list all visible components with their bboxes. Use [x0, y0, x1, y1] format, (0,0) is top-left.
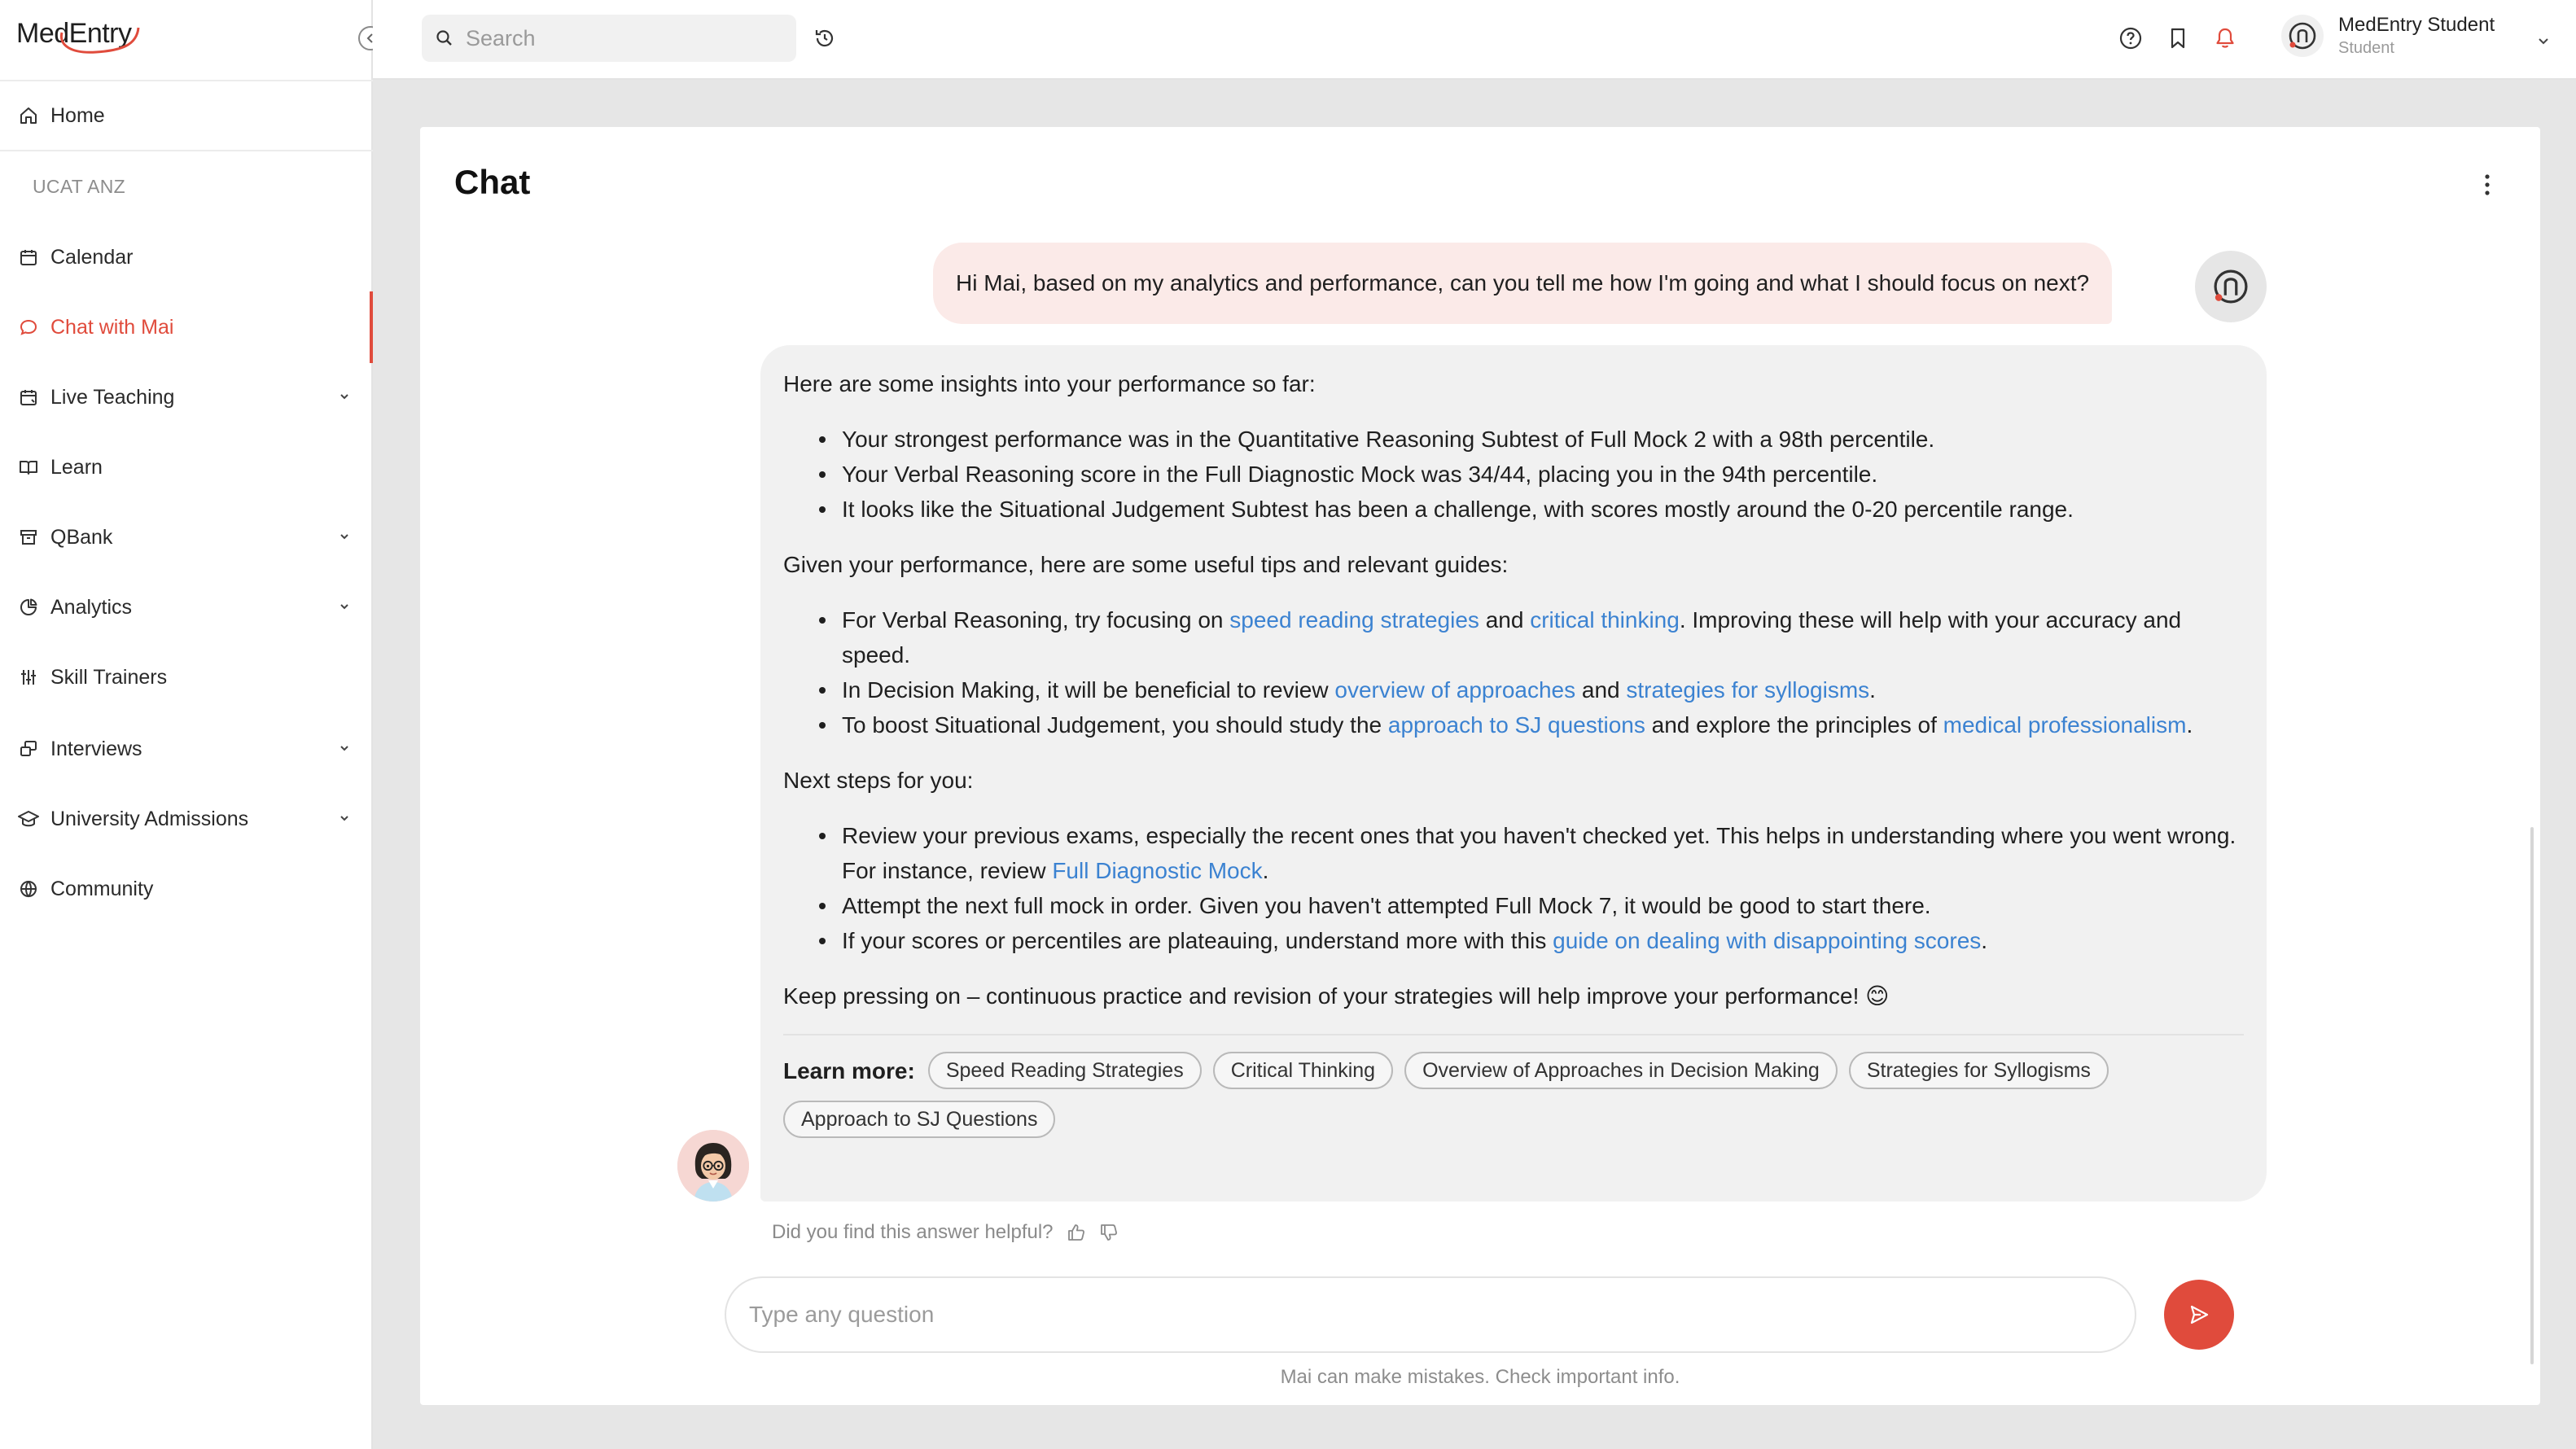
link-disappointing-scores-guide[interactable]: guide on dealing with disappointing scores [1553, 928, 1982, 953]
chat-panel [420, 127, 2540, 1405]
chevron-down-icon[interactable] [2535, 33, 2552, 49]
sidebar-item-community[interactable] [0, 865, 371, 913]
sidebar-item-label: Home [50, 103, 105, 127]
sidebar-item-live-teaching[interactable] [0, 373, 371, 422]
help-icon[interactable] [2118, 26, 2143, 50]
sidebar-item-label: Calendar [50, 245, 134, 269]
sidebar-section-label: UCAT ANZ [33, 176, 126, 197]
mai-character-icon [677, 1130, 749, 1202]
list-text: and explore the principles of [1645, 712, 1943, 738]
list-item [819, 602, 2244, 672]
book-icon [18, 457, 39, 478]
learn-more-chip[interactable]: Overview of Approaches in Decision Making [1404, 1052, 1838, 1089]
send-icon [2187, 1302, 2211, 1327]
mai-logo-icon [2286, 20, 2319, 52]
globe-icon [18, 878, 39, 900]
message-input-box[interactable] [725, 1276, 2136, 1353]
list-text: Review your previous exams, especially the recent ones that you haven't checked yet. This helps in understanding where you went wrong. For instance, review [842, 823, 2236, 883]
feedback-prompt: Did you find this answer helpful? [772, 1221, 1054, 1243]
sidebar-item-skill-trainers[interactable] [0, 653, 371, 702]
list-text: If your scores or percentiles are plateauing, understand more with this [842, 928, 1553, 953]
sidebar-item-label: Chat with Mai [50, 315, 174, 339]
link-approach-to-sj-questions[interactable]: approach to SJ questions [1387, 712, 1645, 738]
user-role: Student [2338, 39, 2394, 57]
tips-list [819, 602, 2244, 742]
sidebar-item-qbank[interactable] [0, 513, 371, 562]
next-steps-list [819, 818, 2244, 958]
sidebar-item-calendar[interactable] [0, 233, 371, 282]
mai-avatar [677, 1130, 749, 1202]
list-text: . [1981, 928, 1988, 953]
divider [783, 1034, 2244, 1035]
pie-chart-icon [18, 597, 39, 618]
list-item: Your Verbal Reasoning score in the Full Diagnostic Mock was 34/44, placing you in the 94th percentile. [819, 457, 2244, 492]
graduation-cap-icon [18, 808, 39, 830]
send-button[interactable] [2164, 1280, 2234, 1350]
link-overview-of-approaches[interactable]: overview of approaches [1334, 677, 1576, 703]
sidebar-item-label: University Admissions [50, 807, 249, 830]
sidebar-divider [0, 80, 373, 81]
list-item [819, 923, 2244, 958]
sidebar-item-label: QBank [50, 525, 113, 549]
search-box[interactable] [422, 15, 796, 62]
link-critical-thinking[interactable]: critical thinking [1530, 607, 1680, 633]
search-input[interactable] [466, 26, 775, 51]
link-speed-reading-strategies[interactable]: speed reading strategies [1229, 607, 1479, 633]
chevron-down-icon [337, 389, 352, 404]
chevron-down-icon [337, 811, 352, 825]
mai-logo-icon [2209, 265, 2253, 309]
link-strategies-for-syllogisms[interactable]: strategies for syllogisms [1626, 677, 1870, 703]
tips-intro: Given your performance, here are some useful tips and relevant guides: [783, 552, 1509, 577]
sidebar-item-university-admissions[interactable] [0, 795, 371, 843]
medentry-logo[interactable]: MedEntry [16, 18, 132, 49]
learn-more-chip[interactable]: Speed Reading Strategies [928, 1052, 1202, 1089]
sidebar-item-label: Learn [50, 455, 103, 479]
sidebar-item-chat-with-mai[interactable] [0, 303, 371, 352]
sidebar-item-analytics[interactable] [0, 583, 371, 632]
list-text: In Decision Making, it will be beneficial to review [842, 677, 1335, 703]
user-menu[interactable] [2281, 13, 2495, 59]
list-item: Attempt the next full mock in order. Given you haven't attempted Full Mock 7, it would be good to start there. [819, 888, 2244, 923]
chevron-down-icon [337, 741, 352, 755]
archive-icon [18, 527, 39, 548]
user-message-text: Hi Mai, based on my analytics and performance, can you tell me how I'm going and what I should focus on next? [956, 270, 2090, 295]
logo-swoosh-icon [47, 21, 145, 57]
reply-intro: Here are some insights into your performance so far: [783, 371, 1316, 396]
user-message-avatar [2195, 251, 2267, 322]
disclaimer-text: Mai can make mistakes. Check important info. [1280, 1366, 1680, 1388]
list-item: Your strongest performance was in the Quantitative Reasoning Subtest of Full Mock 2 with a 98th percentile. [819, 422, 2244, 457]
scrollbar[interactable] [2530, 827, 2534, 1364]
user-message-bubble [933, 243, 2112, 324]
learn-more-row [783, 1052, 2232, 1138]
link-medical-professionalism[interactable]: medical professionalism [1943, 712, 2187, 738]
list-text: . [1262, 858, 1269, 883]
list-item [819, 818, 2244, 888]
list-item: It looks like the Situational Judgement Subtest has been a challenge, with scores mostly around the 0-20 percentile range. [819, 492, 2244, 527]
search-icon [435, 28, 454, 48]
next-steps-intro: Next steps for you: [783, 768, 974, 793]
sidebar [0, 0, 373, 1449]
sidebar-item-label: Live Teaching [50, 385, 175, 409]
thumbs-up-icon[interactable] [1067, 1223, 1086, 1242]
interviews-icon [18, 738, 39, 760]
sidebar-item-label: Community [50, 877, 154, 900]
list-text: . Improving these will help with your accuracy and speed. [842, 607, 2182, 668]
bookmark-icon[interactable] [2166, 26, 2190, 50]
history-icon[interactable] [813, 26, 837, 50]
top-bar [373, 0, 2576, 80]
more-options-icon[interactable] [2483, 173, 2491, 197]
calendar-icon [18, 247, 39, 268]
learn-more-label: Learn more: [783, 1057, 915, 1083]
assistant-message-bubble [760, 345, 2267, 1202]
sidebar-item-home[interactable] [0, 91, 371, 140]
learn-more-chip[interactable]: Critical Thinking [1213, 1052, 1393, 1089]
chevron-down-icon [337, 599, 352, 614]
chevron-down-icon [337, 529, 352, 544]
list-text: and [1575, 677, 1627, 703]
chat-icon [18, 317, 39, 338]
sidebar-item-label: Interviews [50, 737, 142, 760]
sidebar-item-label: Analytics [50, 595, 133, 619]
sidebar-item-learn[interactable] [0, 443, 371, 492]
list-item [819, 707, 2244, 742]
learn-more-chip[interactable]: Strategies for Syllogisms [1849, 1052, 2109, 1089]
sidebar-divider [0, 150, 373, 151]
notification-bell-icon[interactable] [2213, 26, 2237, 50]
insights-list [819, 422, 2244, 527]
list-text: . [1869, 677, 1876, 703]
home-icon [18, 105, 39, 126]
list-text: For Verbal Reasoning, try focusing on [842, 607, 1230, 633]
feedback-row [772, 1221, 1119, 1244]
link-full-diagnostic-mock[interactable]: Full Diagnostic Mock [1052, 858, 1263, 883]
list-item [819, 672, 2244, 707]
user-avatar [2281, 15, 2324, 57]
learn-more-chip[interactable]: Approach to SJ Questions [783, 1101, 1055, 1138]
page-title: Chat [454, 163, 531, 201]
message-input[interactable] [749, 1302, 2101, 1328]
sidebar-item-label: Skill Trainers [50, 665, 168, 689]
thumbs-down-icon[interactable] [1099, 1223, 1119, 1242]
list-text: and [1479, 607, 1531, 633]
live-teaching-icon [18, 387, 39, 408]
list-text: To boost Situational Judgement, you should study the [842, 712, 1388, 738]
list-text: . [2186, 712, 2193, 738]
sidebar-item-interviews[interactable] [0, 724, 371, 773]
reply-closing: Keep pressing on – continuous practice and revision of your strategies will help improve your performance! 😊 [783, 983, 1890, 1009]
user-name: MedEntry Student [2338, 14, 2495, 36]
sliders-icon [18, 667, 39, 688]
